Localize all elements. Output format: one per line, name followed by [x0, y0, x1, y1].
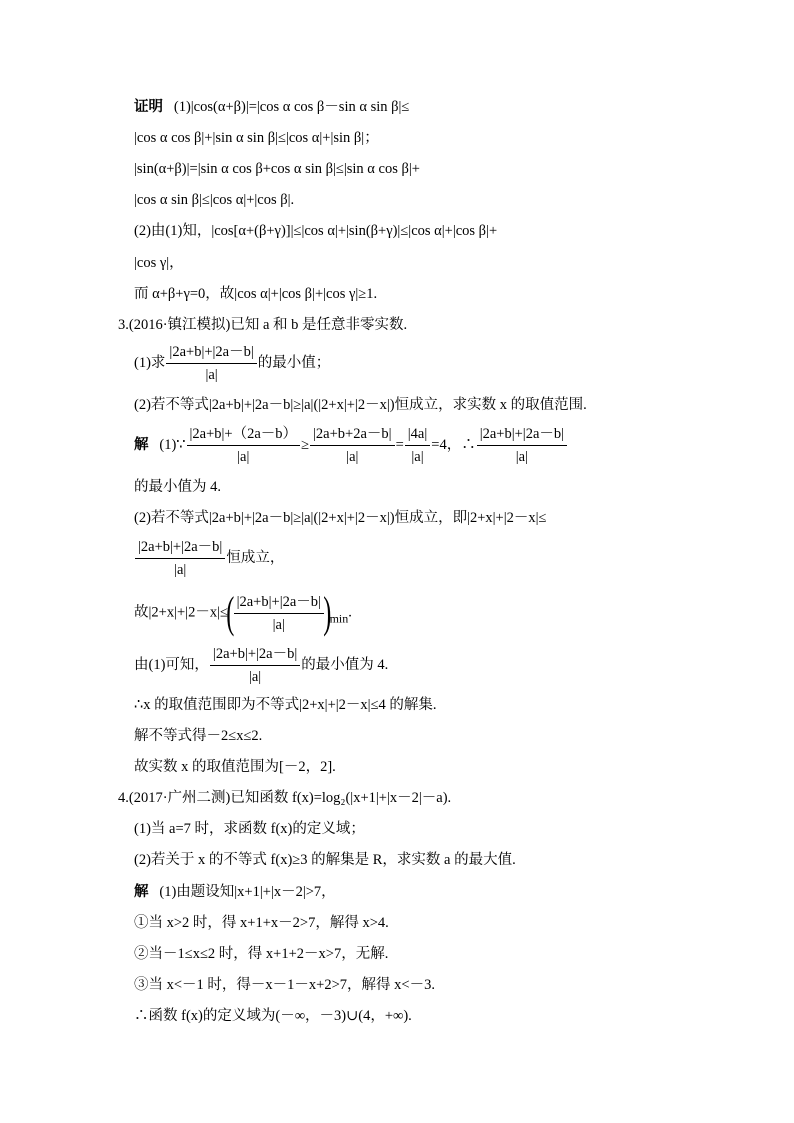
q3-sol1-pre: (1)∵ — [159, 436, 186, 453]
min-subscript: min — [329, 611, 349, 626]
fraction-numerator: |2a+b|+（2a－b） — [187, 425, 301, 446]
q3-solution-2-line-2 — [134, 538, 284, 579]
fraction-numerator: |2a+b|+|2a－b| — [135, 538, 225, 559]
proof-label: 证明 — [134, 99, 163, 115]
q3-part1-pre: (1)求 — [134, 354, 166, 371]
q3-sol2-post: 恒成立， — [226, 549, 285, 566]
fraction-numerator: |2a+b|+|2a－b| — [477, 425, 567, 446]
q3-solution-1-end: 的最小值为 4. — [134, 479, 221, 495]
proof-text-1: (1)|cos(α+β)|=|cos α cos β－sin α sin β|≤ — [173, 99, 410, 115]
fraction-denominator: |a| — [346, 449, 359, 465]
fraction-numerator: |2a+b|+|2a－b| — [166, 343, 256, 364]
proof-line-2: |cos α cos β|+|sin α sin β|≤|cos α|+|sin β|； — [134, 130, 379, 146]
q4-solution-4: ③当 x<－1 时，得－x－1－x+2>7，解得 x<－3. — [134, 977, 435, 993]
q3-header: 3.(2016·镇江模拟)已知 a 和 b 是任意非零实数. — [118, 317, 408, 333]
q3-solution-6: 解不等式得－2≤x≤2. — [134, 728, 263, 744]
q3-solution-3 — [134, 588, 352, 637]
fraction-numerator: |2a+b+2a－b| — [310, 425, 395, 446]
q3-sol1-mid: =4，∴ — [431, 436, 476, 453]
q3-sol3-pre: 故|2+x|+|2－x|≤ — [134, 604, 228, 621]
fraction-denominator: |a| — [411, 449, 424, 465]
q3-sol3-fraction — [234, 593, 324, 634]
q3-sol2-fraction — [135, 538, 225, 579]
q4-solution-5: ∴函数 f(x)的定义域为(－∞，－3)∪(4，+∞). — [134, 1008, 412, 1024]
solution-label: 解 — [134, 436, 149, 453]
q4-part2: (2)若关于 x 的不等式 f(x)≥3 的解集是 R，求实数 a 的最大值. — [134, 852, 516, 868]
fraction-numerator: |2a+b|+|2a－b| — [210, 645, 300, 666]
q3-sol4-post: 的最小值为 4. — [301, 656, 389, 673]
q3-solution-1 — [134, 425, 568, 466]
fraction-numerator: |4a| — [405, 425, 431, 446]
proof-line-7: 而 α+β+γ=0，故|cos α|+|cos β|+|cos γ|≥1. — [134, 286, 378, 302]
q3-part2: (2)若不等式|2a+b|+|2a－b|≥|a|(|2+x|+|2－x|)恒成立，求实数 x 的取值范围. — [134, 397, 587, 413]
proof-line-1 — [134, 98, 409, 116]
eq-sign: = — [395, 436, 404, 453]
proof-line-4: |cos α sin β|≤|cos α|+|cos β|. — [134, 192, 295, 208]
fraction-denominator: |a| — [248, 669, 262, 685]
q3-sol4-fraction — [210, 645, 300, 686]
q3-sol3-post: . — [348, 604, 352, 621]
q3-sol1-fraction-3 — [405, 425, 431, 466]
q3-solution-5: ∴x 的取值范围即为不等式|2+x|+|2－x|≤4 的解集. — [134, 697, 437, 713]
fraction-denominator: |a| — [205, 367, 218, 383]
fraction-numerator: |2a+b|+|2a－b| — [234, 593, 324, 614]
fraction-denominator: |a| — [515, 449, 528, 465]
q3-part1-fraction — [166, 343, 256, 384]
q3-solution-2-line-1: (2)若不等式|2a+b|+|2a－b|≥|a|(|2+x|+|2－x|)恒成立，即|2+x|+|2－x|≤ — [134, 510, 547, 526]
q4-solution-2: ①当 x>2 时，得 x+1+x－2>7，解得 x>4. — [134, 915, 389, 931]
fraction-denominator: |a| — [272, 616, 285, 633]
q3-solution-4 — [134, 645, 388, 686]
q4-sol1-text: (1)由题设知|x+1|+|x－2|>7， — [159, 884, 336, 900]
q3-solution-7: 故实数 x 的取值范围为[－2，2]. — [134, 759, 336, 775]
q3-part1 — [134, 343, 330, 384]
ge-sign: ≥ — [301, 436, 310, 453]
q3-part1-post: 的最小值； — [257, 354, 331, 371]
q3-sol1-fraction-1 — [187, 425, 301, 466]
proof-line-5: (2)由(1)知，|cos[α+(β+γ)]|≤|cos α|+|sin(β+γ)|≤|cos α|+|cos β|+ — [134, 223, 498, 239]
q3-sol1-fraction-2 — [310, 425, 395, 466]
q4-solution-1 — [134, 883, 336, 901]
solution-label: 解 — [134, 884, 149, 900]
right-paren: ) — [323, 588, 332, 637]
fraction-denominator: |a| — [237, 449, 250, 465]
q3-sol1-fraction-4 — [477, 425, 567, 466]
fraction-denominator: |a| — [174, 562, 187, 578]
q4-header: 4.(2017·广州二测)已知函数 f(x)=log₂(|x+1|+|x－2|－a). — [118, 790, 452, 806]
q3-sol4-pre: 由(1)可知， — [134, 656, 209, 673]
left-paren: ( — [226, 588, 235, 637]
q4-solution-3: ②当－1≤x≤2 时，得 x+1+2－x>7，无解. — [134, 946, 389, 962]
proof-line-3: |sin(α+β)|=|sin α cos β+cos α sin β|≤|sin α cos β|+ — [134, 161, 420, 177]
q4-part1: (1)当 a=7 时，求函数 f(x)的定义域； — [134, 821, 365, 837]
proof-line-6: |cos γ|， — [134, 255, 184, 271]
